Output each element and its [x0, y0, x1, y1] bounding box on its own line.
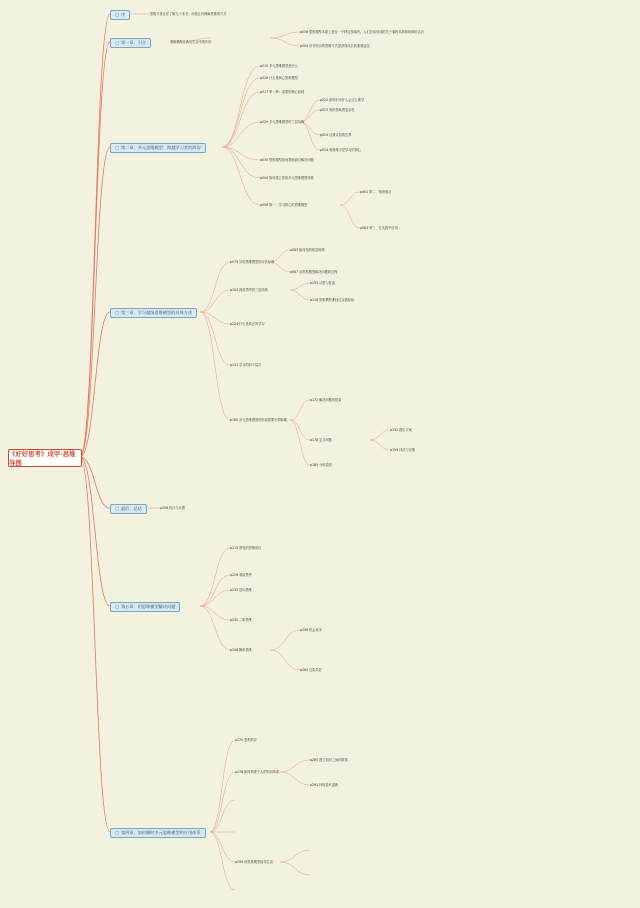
- node[interactable]: p226 系统思考: [230, 573, 252, 577]
- node[interactable]: p083 如何找到底层规律: [290, 248, 325, 252]
- node[interactable]: p270 复利效应: [235, 738, 257, 742]
- node[interactable]: p285 建立知识之间的联系: [310, 758, 348, 762]
- folder-icon: ▢: [115, 12, 119, 17]
- node[interactable]: p034 刻意练习是学习的核心: [320, 148, 361, 152]
- branch-chapter-1[interactable]: [110, 38, 151, 48]
- node[interactable]: p264 边际效应: [300, 668, 322, 672]
- node[interactable]: p004 好书给出的思维方式是获得成长的重要途径: [300, 44, 370, 48]
- branch-label: 第五章、用思维模型解决问题: [120, 604, 176, 609]
- branch-preface[interactable]: [110, 10, 130, 20]
- branch-label: 第四章、如何随时多元思维模型和应用体系: [120, 830, 201, 835]
- node[interactable]: p023 知识领域的复杂性: [320, 108, 355, 112]
- folder-icon: ▢: [115, 604, 119, 609]
- node[interactable]: p029 多元思维模型的三层结构: [260, 120, 305, 124]
- node[interactable]: p299 用思维模型指导生活: [235, 860, 273, 864]
- node[interactable]: p291 持续迭代更新: [310, 783, 339, 787]
- branch-chapter-5[interactable]: [110, 602, 180, 612]
- branch-chapter-2[interactable]: [110, 143, 206, 153]
- branch-label: 第一章、引言: [120, 40, 147, 45]
- node[interactable]: p172 解决问题的框架: [310, 398, 342, 402]
- node[interactable]: p064 第三、在实践中应用: [360, 226, 398, 230]
- node[interactable]: p087 用思维模型解决问题的过程: [290, 270, 338, 274]
- node[interactable]: p160 多元思维模型的形成需要长期积累: [230, 418, 287, 422]
- node[interactable]: p036 思维模型本质上是在一个特定领域内，人们总结形成的关于事物本质和规律的认识: [300, 30, 424, 34]
- node[interactable]: p192 提出方案: [390, 428, 412, 432]
- node[interactable]: p022 新知识为什么会这么难学: [320, 98, 365, 102]
- branch-chapter-3[interactable]: [110, 308, 197, 318]
- folder-icon: ▢: [115, 40, 119, 45]
- node[interactable]: p040 如何建立你的多元思维模型体系: [260, 176, 314, 180]
- branch-summary[interactable]: [110, 504, 147, 514]
- node[interactable]: p015 多元思维模型是什么: [260, 64, 298, 68]
- mindmap-root[interactable]: 《好好思考》成甲-思维导图: [8, 449, 82, 467]
- node[interactable]: p208 执行与反馈: [160, 506, 186, 510]
- node[interactable]: p024 自我认知的边界: [320, 133, 352, 137]
- node[interactable]: p079 好的思维模型的评价标准: [230, 260, 275, 264]
- node[interactable]: p056 第一、学习核心的思维模型: [260, 203, 308, 207]
- folder-icon: ▢: [115, 310, 119, 315]
- node[interactable]: p199 评估与决策: [390, 448, 416, 452]
- node[interactable]: p232 逆向思维: [230, 588, 252, 592]
- branch-label: 最后、总结: [120, 506, 142, 511]
- branch-label: 第二章、多元思维模型：跨越学习者的鸿沟: [120, 145, 201, 150]
- folder-icon: ▢: [115, 145, 119, 150]
- branch-label: 序: [120, 12, 126, 17]
- folder-icon: ▢: [115, 830, 119, 835]
- node[interactable]: p035 思维模型如何帮助我们解决问题: [260, 158, 314, 162]
- node[interactable]: p118 思维模型要经过实践检验: [310, 298, 355, 302]
- node[interactable]: p215 常见的思维误区: [230, 546, 262, 550]
- node[interactable]: p102 深度思考的三层结构: [230, 288, 268, 292]
- node[interactable]: 思维模型在我们生活中的作用: [170, 40, 212, 44]
- node[interactable]: p185 分析原因: [310, 463, 332, 467]
- node[interactable]: p256 机会成本: [300, 628, 322, 632]
- node[interactable]: p278 如何构建个人的知识体系: [235, 770, 280, 774]
- folder-icon: ▢: [115, 506, 119, 511]
- branch-label: 第三章、学习超级思维模型的具体方法: [120, 310, 193, 315]
- node[interactable]: p017 第一种：重要的核心原则: [260, 90, 305, 94]
- node[interactable]: p061 第二、刻意练习: [360, 190, 392, 194]
- node[interactable]: 思维不是让你了解几十本书，而是让你理解思维的方式: [150, 12, 227, 16]
- node[interactable]: p240 二阶思维: [230, 618, 252, 622]
- node[interactable]: p124 什么是真正的学习: [230, 322, 265, 326]
- node[interactable]: p131 学习的四个层次: [230, 363, 262, 367]
- node[interactable]: p178 定义问题: [310, 438, 332, 442]
- node[interactable]: p016 什么是核心思维模型: [260, 76, 298, 80]
- branch-chapter-4[interactable]: [110, 828, 206, 838]
- node[interactable]: p248 概率思维: [230, 648, 252, 652]
- node[interactable]: p109 反思与复盘: [310, 281, 336, 285]
